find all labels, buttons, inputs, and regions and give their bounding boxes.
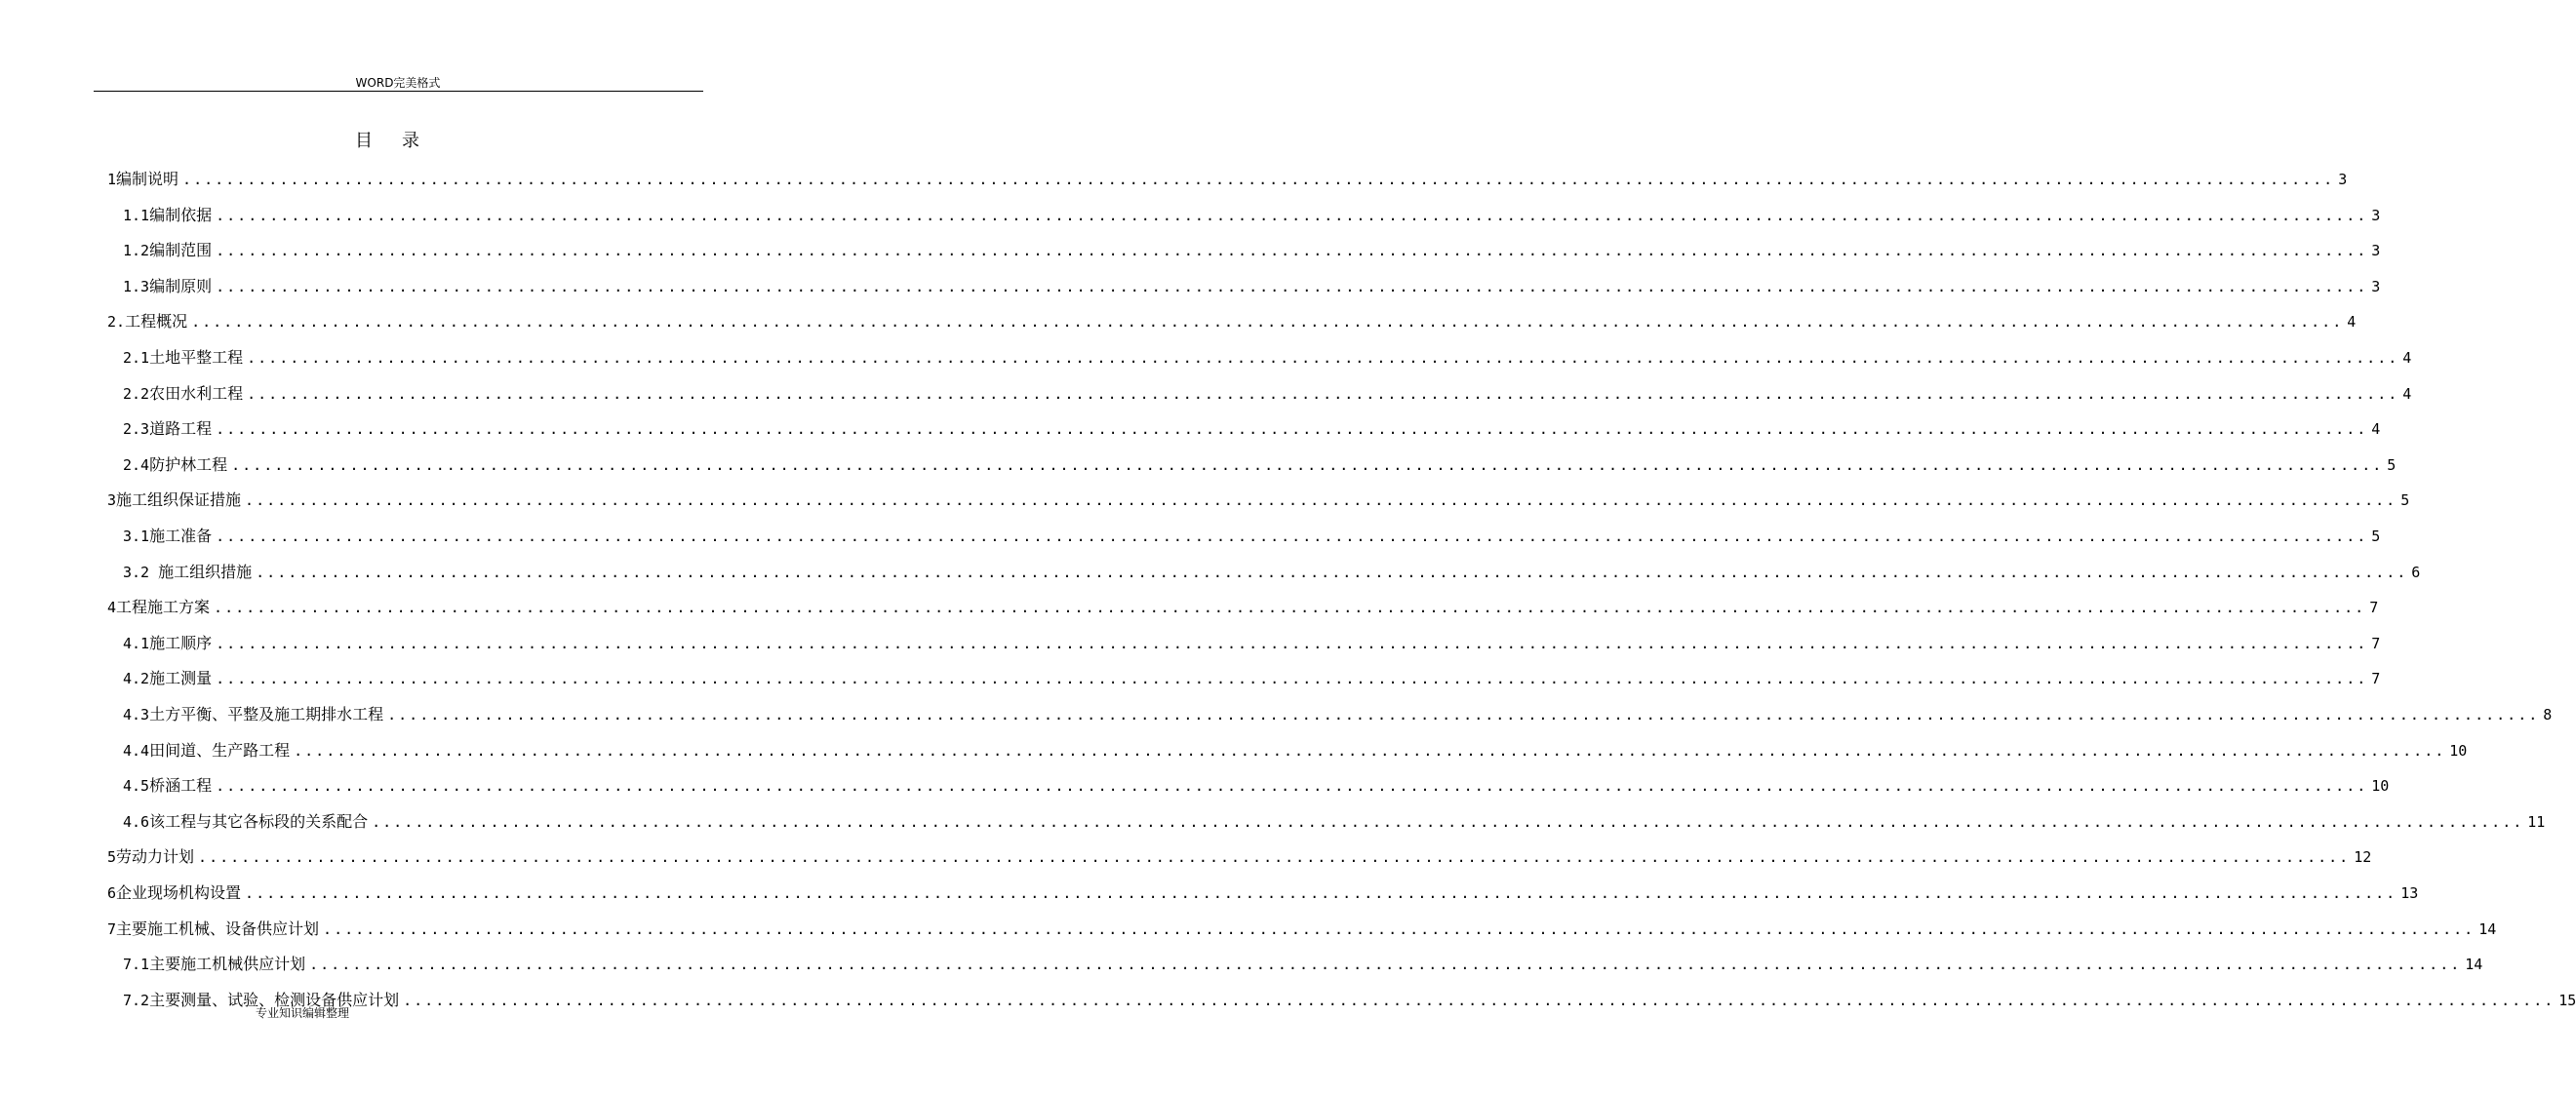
toc-entry-title: 企业现场机构设置 (116, 883, 242, 902)
toc-entry[interactable] (123, 276, 2381, 297)
toc-entry-number: 4 (107, 599, 117, 616)
toc-entry-number: 7.1 (123, 956, 150, 973)
toc-entry-title: 主要施工机械、设备供应计划 (116, 919, 320, 938)
toc-entry-title: 施工组织措施 (158, 563, 253, 581)
toc-entry-page: 4 (2402, 385, 2412, 403)
toc-entry-page: 5 (2387, 456, 2397, 474)
header-text: WORD完美格式 (355, 76, 441, 90)
toc-leader-dots: ........................................................................................................................................................................................................ (198, 848, 2351, 866)
toc-entry-page: 4 (2347, 313, 2357, 331)
toc-entry[interactable] (123, 740, 2468, 762)
toc-leader-dots: ........................................................................................................................................................................................................ (323, 920, 2476, 938)
toc-entry-page: 7 (2371, 670, 2381, 687)
toc-entry-page: 4 (2371, 420, 2381, 438)
toc-entry-number: 4.2 (123, 670, 150, 687)
toc-entry[interactable] (123, 418, 2381, 440)
toc-entry-page: 10 (2371, 777, 2390, 795)
toc-entry-page: 15 (2558, 992, 2576, 1009)
toc-entry-number: 7.2 (123, 992, 150, 1009)
toc-entry-title: 劳动力计划 (116, 847, 195, 866)
toc-entry-page: 6 (2411, 564, 2421, 581)
toc-entry[interactable] (123, 668, 2381, 689)
toc-leader-dots: ........................................................................................................................................................................................................ (216, 777, 2368, 795)
toc-entry-page: 3 (2338, 171, 2348, 188)
toc-entry[interactable] (107, 846, 2372, 868)
toc-entry[interactable] (123, 240, 2381, 261)
toc-entry-number: 3.1 (123, 528, 150, 545)
toc-entry-page: 5 (2400, 491, 2410, 509)
toc-entry-title: 主要测量、试验、检测设备供应计划 (149, 991, 400, 1009)
toc-entry-title: 编制依据 (149, 206, 213, 224)
footer-text: 专业知识编辑整理 (256, 1006, 350, 1020)
toc-entry[interactable] (123, 526, 2381, 547)
toc-entry-number: 2.2 (123, 385, 150, 403)
toc-entry[interactable] (123, 954, 2483, 975)
toc-entry[interactable] (123, 454, 2397, 476)
toc-leader-dots: ........................................................................................................................................................................................................ (245, 491, 2398, 509)
toc-entry[interactable] (123, 704, 2553, 725)
toc-entry-number: 2.1 (123, 349, 150, 367)
toc-entry[interactable] (107, 311, 2357, 332)
toc-leader-dots: ........................................................................................................................................................................................................ (309, 956, 2462, 973)
toc-entry-page: 4 (2402, 349, 2412, 367)
toc-entry-number: 4.5 (123, 777, 150, 795)
toc-leader-dots: ........................................................................................................................................................................................................ (247, 349, 2399, 367)
toc-entry[interactable] (123, 383, 2412, 405)
toc-entry[interactable] (107, 489, 2410, 511)
toc-entry-number: 3.2 (123, 564, 159, 581)
toc-entry-number: 6 (107, 884, 117, 902)
toc-entry-title: 主要施工机械供应计划 (149, 955, 306, 973)
toc-entry-title: 该工程与其它各标段的关系配合 (149, 812, 369, 831)
toc-entry-title: 防护林工程 (149, 455, 228, 474)
toc-entry-page: 8 (2543, 706, 2553, 723)
toc-entry[interactable] (123, 205, 2381, 226)
toc-leader-dots: ........................................................................................................................................................................................................ (245, 884, 2398, 902)
toc-entry-page: 3 (2371, 278, 2381, 295)
toc-entry[interactable] (123, 990, 2576, 1011)
toc-entry-title: 桥涵工程 (149, 776, 213, 795)
toc-leader-dots: ........................................................................................................................................................................................................ (214, 599, 2366, 616)
toc-entry-page: 13 (2400, 884, 2419, 902)
toc-title: 目录 (355, 131, 449, 151)
toc-leader-dots: ........................................................................................................................................................................................................ (216, 207, 2368, 224)
toc-entry-number: 2.3 (123, 420, 150, 438)
toc-entry-title: 施工顺序 (149, 634, 213, 652)
header-rule (94, 91, 703, 92)
toc-leader-dots: ........................................................................................................................................................................................................ (247, 385, 2399, 403)
toc-entry[interactable] (107, 597, 2379, 618)
toc-entry[interactable] (123, 562, 2421, 583)
toc-entry-page: 3 (2371, 207, 2381, 224)
toc-entry[interactable] (107, 169, 2348, 190)
toc-entry-title: 施工组织保证措施 (116, 490, 242, 509)
toc-entry-page: 5 (2371, 528, 2381, 545)
toc-entry-number: 2. (107, 313, 126, 331)
toc-entry-page: 7 (2371, 635, 2381, 652)
toc-entry[interactable] (123, 633, 2381, 654)
toc-entry-number: 1.2 (123, 242, 150, 259)
toc-leader-dots: ........................................................................................................................................................................................................ (256, 564, 2408, 581)
toc-entry-number: 1.3 (123, 278, 150, 295)
toc-entry-title: 施工准备 (149, 527, 213, 545)
toc-leader-dots: ........................................................................................................................................................................................................ (191, 313, 2344, 331)
toc-leader-dots: ........................................................................................................................................................................................................ (294, 742, 2446, 760)
toc-entry-title: 农田水利工程 (149, 384, 244, 403)
toc-leader-dots: ........................................................................................................................................................................................................ (387, 706, 2540, 723)
toc-entry-title: 施工测量 (149, 669, 213, 687)
toc-entry-number: 2.4 (123, 456, 150, 474)
toc-entry-title: 土方平衡、平整及施工期排水工程 (149, 705, 384, 723)
toc-entry-title: 土地平整工程 (149, 348, 244, 367)
toc-entry-title: 工程概况 (125, 312, 188, 331)
toc-entry-page: 12 (2354, 848, 2372, 866)
toc-leader-dots: ........................................................................................................................................................................................................ (182, 171, 2335, 188)
toc-entry-number: 1 (107, 171, 117, 188)
toc-leader-dots: ........................................................................................................................................................................................................ (216, 635, 2368, 652)
toc-entry-number: 4.4 (123, 742, 150, 760)
toc-entry-number: 1.1 (123, 207, 150, 224)
toc-leader-dots: ........................................................................................................................................................................................................ (216, 278, 2368, 295)
toc-entry-page: 14 (2465, 956, 2483, 973)
toc-entry-number: 5 (107, 848, 117, 866)
toc-entry[interactable] (123, 347, 2412, 369)
toc-entry[interactable] (123, 775, 2390, 797)
toc-entry[interactable] (123, 811, 2546, 833)
toc-entry-title: 编制范围 (149, 241, 213, 259)
toc-leader-dots: ........................................................................................................................................................................................................ (216, 420, 2368, 438)
toc-entry-title: 编制说明 (116, 170, 179, 188)
toc-entry-title: 道路工程 (149, 419, 213, 438)
toc-entry[interactable] (107, 919, 2497, 940)
toc-leader-dots: ........................................................................................................................................................................................................ (372, 813, 2524, 831)
toc-entry[interactable] (107, 882, 2419, 904)
toc-leader-dots: ........................................................................................................................................................................................................ (216, 670, 2368, 687)
toc-entry-page: 3 (2371, 242, 2381, 259)
toc-entry-number: 4.6 (123, 813, 150, 831)
toc-leader-dots: ........................................................................................................................................................................................................ (403, 992, 2556, 1009)
toc-leader-dots: ........................................................................................................................................................................................................ (216, 242, 2368, 259)
toc-entry-page: 14 (2478, 920, 2497, 938)
toc-entry-title: 田间道、生产路工程 (149, 741, 291, 760)
toc-entry-number: 4.3 (123, 706, 150, 723)
toc-entry-number: 7 (107, 920, 117, 938)
toc-entry-title: 编制原则 (149, 277, 213, 295)
toc-entry-page: 7 (2369, 599, 2379, 616)
toc-entry-number: 4.1 (123, 635, 150, 652)
toc-entry-number: 3 (107, 491, 117, 509)
toc-entry-title: 工程施工方案 (116, 598, 211, 616)
toc-entry-page: 10 (2449, 742, 2468, 760)
toc-entry-page: 11 (2527, 813, 2546, 831)
toc-leader-dots: ........................................................................................................................................................................................................ (216, 528, 2368, 545)
toc-leader-dots: ........................................................................................................................................................................................................ (231, 456, 2384, 474)
